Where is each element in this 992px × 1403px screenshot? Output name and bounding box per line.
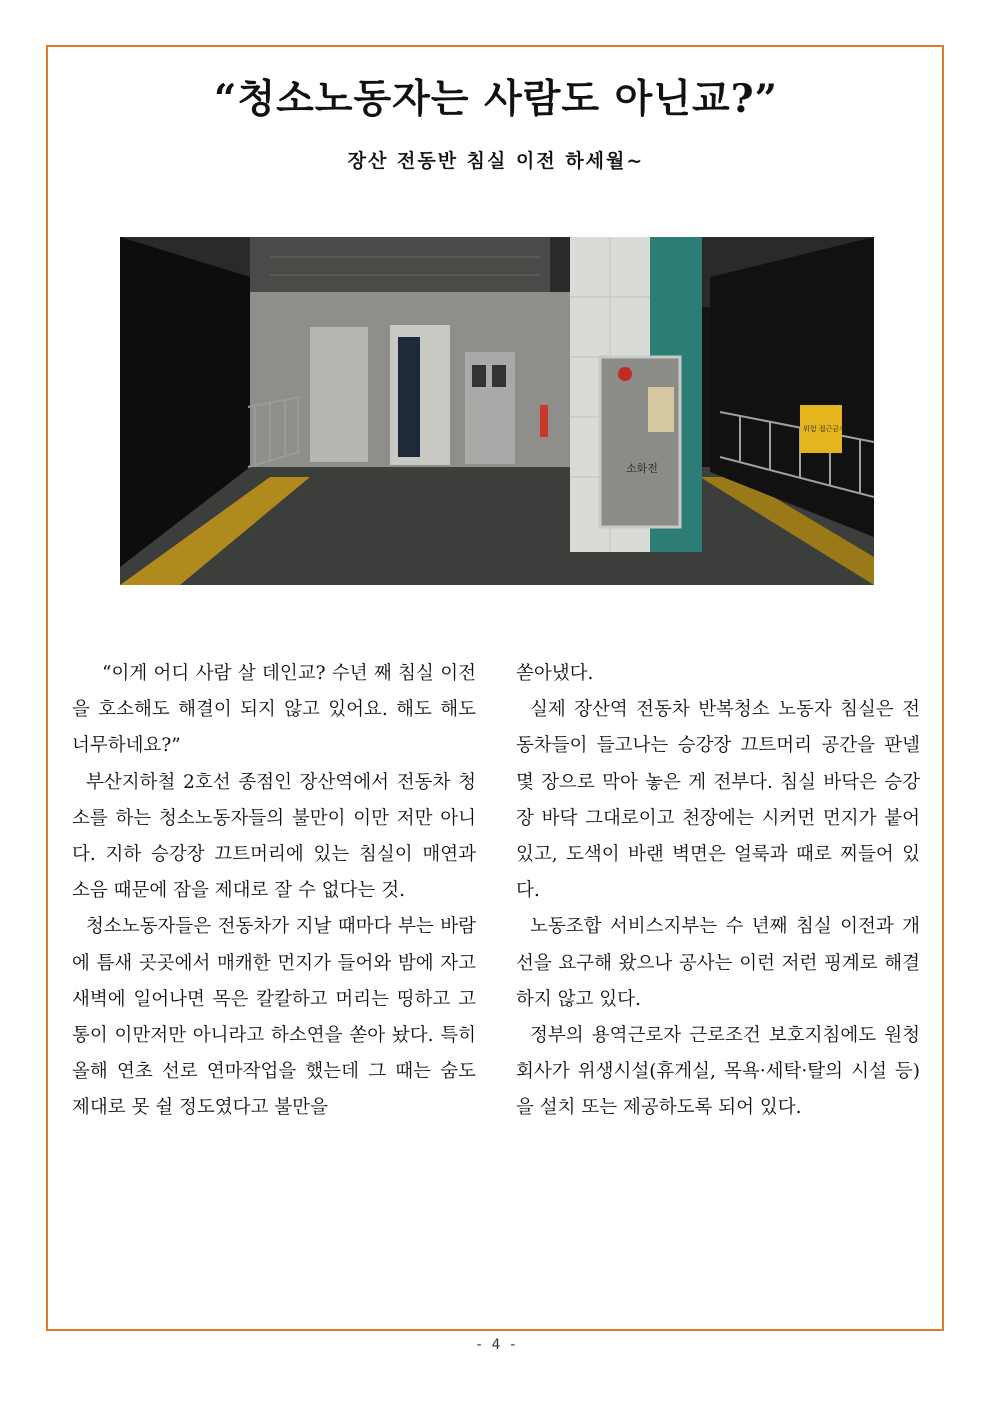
article-subtitle: 장산 전동반 침실 이전 하세월~ (347, 150, 645, 172)
subway-platform-photo (120, 237, 874, 585)
paragraph: 노동조합 서비스지부는 수 년째 침실 이전과 개선을 요구해 왔으나 공사는 이런 저런 핑계로 해결하지 않고 있다. (516, 916, 920, 1010)
paragraph: 부산지하철 2호선 종점인 장산역에서 전동차 청소를 하는 청소노동자들의 불만이 이만 저만 아니다. 지하 승강장 끄트머리에 있는 침실이 매연과 소음 때문에 잠을 제대로 잘 수 없다는 것. (72, 771, 476, 902)
paragraph: 쏟아냈다. (516, 663, 594, 684)
article-title: “청소노동자는 사람도 아닌교?” (214, 76, 778, 122)
paragraph: 청소노동자들은 전동차가 지날 때마다 부는 바람에 틈새 곳곳에서 매캐한 먼지가 들어와 밤에 자고 새벽에 일어나면 목은 칼칼하고 머리는 띵하고 고통이 이만저만 아니라고 하소연을 쏟아 놨다. 특히 올해 연초 선로 연마작업을 했는데 그 때는 숨도 제대로 못 쉴 정도였다고 불만을 (72, 916, 476, 1119)
warning-sign-label: 위험 접근금지 (803, 425, 846, 433)
paragraph: 정부의 용역근로자 근로조건 보호지침에도 원청회사가 위생시설(휴게실, 목욕·세탁·탈의 시설 등)을 설치 또는 제공하도록 되어 있다. (516, 1025, 920, 1119)
paragraph: “이게 어디 사람 살 데인교? 수년 째 침실 이전을 호소해도 해결이 되지 않고 있어요. 해도 해도 너무하네요?” (72, 663, 476, 757)
paragraph: 실제 장산역 전동차 반복청소 노동자 침실은 전동차들이 들고나는 승강장 끄트머리 공간을 판넬 몇 장으로 막아 놓은 게 전부다. 침실 바닥은 승강장 바닥 그대로이고 천장에는 시커먼 먼지가 붙어 있고, 도색이 바랜 벽면은 얼룩과 때로 찌들어 있다. (516, 699, 920, 902)
fire-cabinet-label: 소화전 (626, 462, 658, 475)
page-number: - 4 - (474, 1337, 518, 1353)
article-right-column (516, 656, 920, 1127)
article-left-column (72, 656, 476, 1127)
